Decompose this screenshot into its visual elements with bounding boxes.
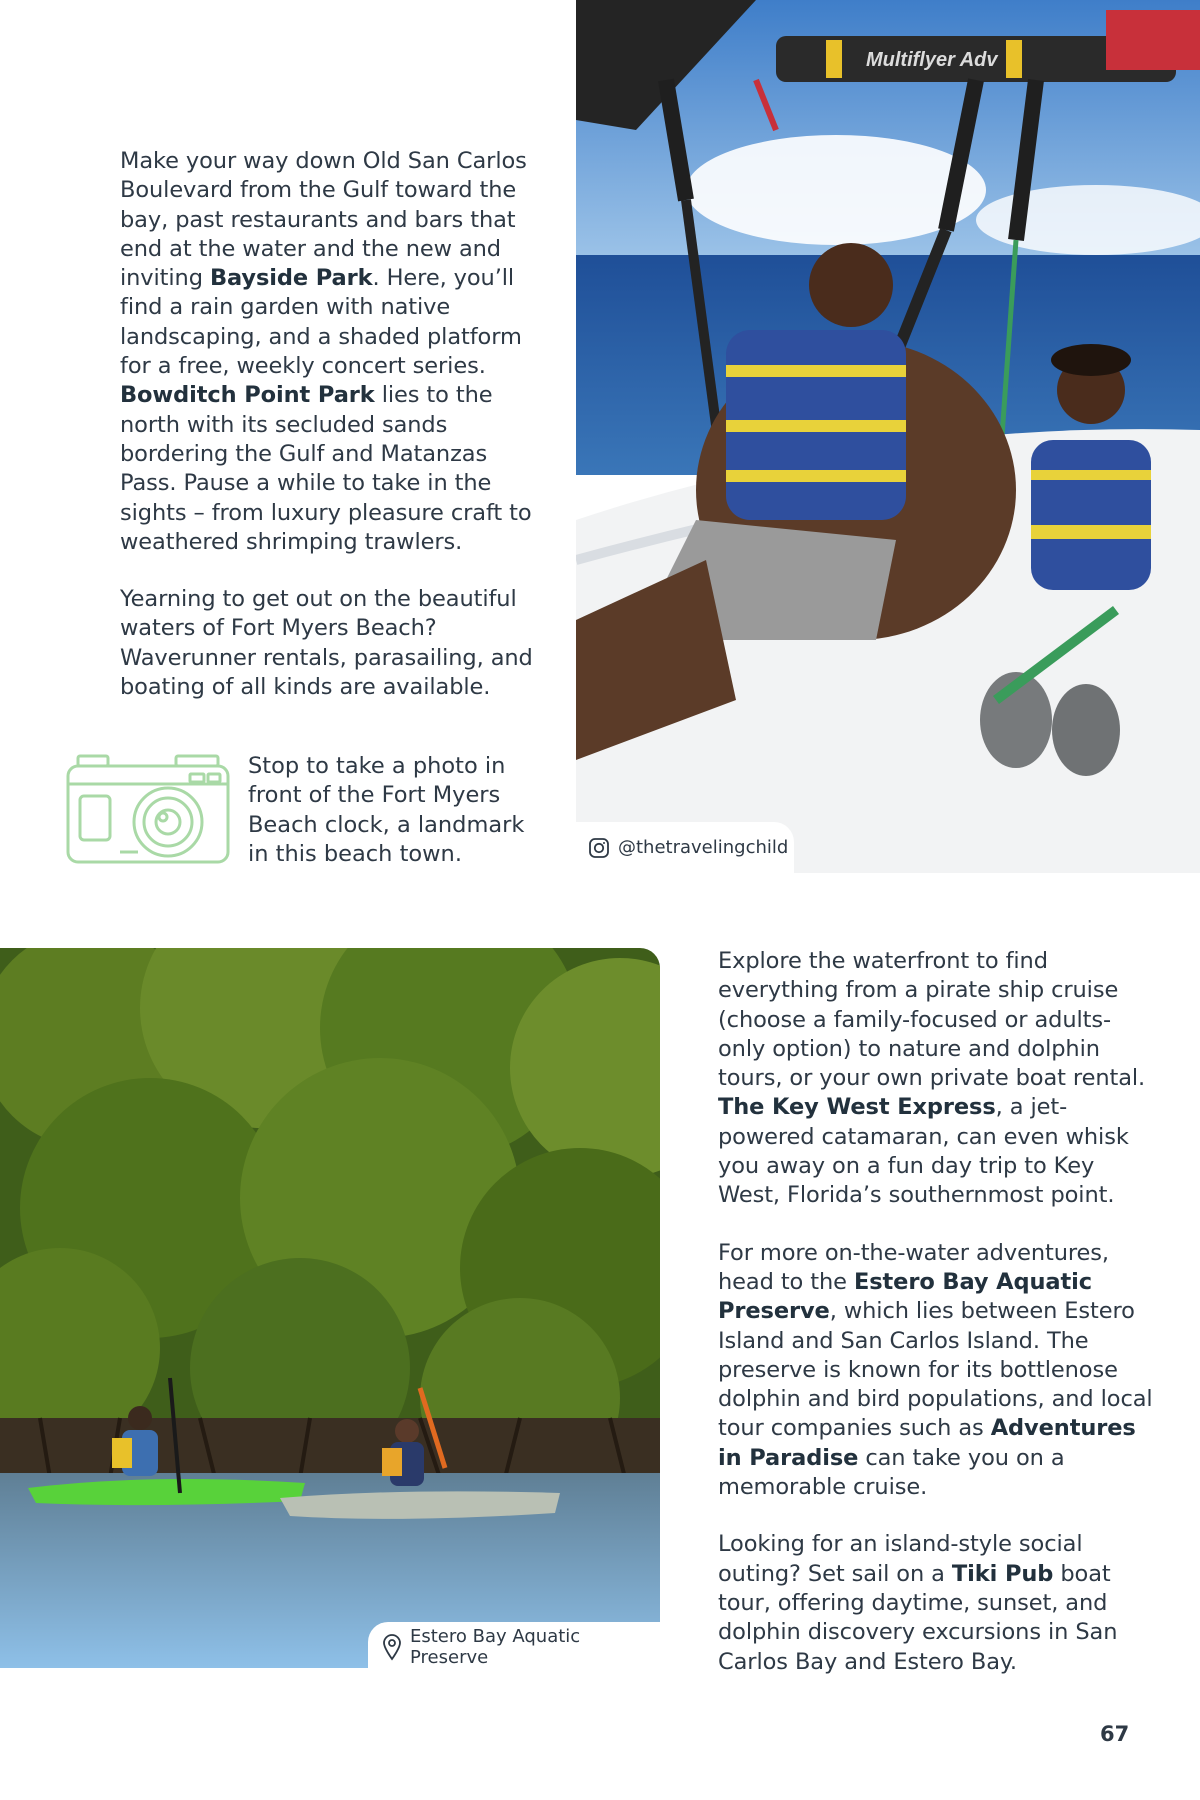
paragraph-bayside — [120, 147, 540, 557]
right-column-text — [718, 947, 1158, 1705]
paragraph-estero-bay — [718, 1239, 1158, 1503]
page-number: 67 — [1100, 1722, 1130, 1746]
paragraph-waterfront — [718, 947, 1158, 1211]
text-run: , a jet-powered catamaran, can even whisk you away on a fun day trip to Key West, Florida’s southernmost point. — [718, 1094, 1129, 1209]
text-run: can take you on a memorable cruise. — [718, 1444, 1065, 1501]
text-run: Explore the waterfront to find everything from a pirate ship cruise (choose a family-focused or adults-only option) to nature and dolphin tours, or your own private boat rental. — [718, 948, 1146, 1092]
text-run: . Here, you’ll find a rain garden with native landscaping, and a shaded platform for a free, weekly concert series. — [120, 265, 522, 380]
parasailing-illustration — [576, 0, 1200, 873]
paragraph-waters: Yearning to get out on the beautiful waters of Fort Myers Beach? Waverunner rentals, parasailing, and boating of all kinds are available. — [120, 586, 533, 701]
kayaking-photo — [0, 948, 660, 1668]
key-west-express-name: The Key West Express — [718, 1094, 996, 1121]
text-run: , which lies between Estero Island and San Carlos Island. The preserve is known for its bottlenose dolphin and bird populations, and local tour companies such as — [718, 1298, 1153, 1442]
text-run: lies to the north with its secluded sands bordering the Gulf and Matanzas Pass. Pause a while to take in the sights – from luxury pleasure craft to weathered shrimping trawlers. — [120, 382, 532, 555]
adventures-in-paradise-name: Adventures in Paradise — [718, 1415, 1136, 1471]
camera-callout-text: Stop to take a photo in front of the Fort Myers Beach clock, a landmark in this beach town. — [248, 753, 525, 867]
bowditch-point-park-name: Bowditch Point Park — [120, 382, 375, 409]
left-column-text — [120, 147, 540, 730]
text-run: Make your way down Old San Carlos Boulevard from the Gulf toward the bay, past restaurants and bars that end at the water and the new and inviting — [120, 148, 527, 292]
photo-location — [368, 1622, 660, 1672]
paragraph-tiki-pub — [718, 1530, 1158, 1676]
bayside-park-name: Bayside Park — [209, 265, 373, 292]
photo-credit — [576, 822, 794, 873]
tiki-pub-name: Tiki Pub — [951, 1560, 1054, 1587]
location-name: Estero Bay Aquatic Preserve — [410, 1626, 581, 1668]
bar-label: Multiflyer Adv — [866, 49, 998, 71]
instagram-icon — [588, 837, 610, 859]
kayaking-illustration — [0, 948, 660, 1668]
map-pin-icon — [382, 1633, 402, 1661]
text-run: boat tour, offering daytime, sunset, and dolphin discovery excursions in San Carlos Bay and Estero Bay. — [718, 1560, 1118, 1675]
text-run: For more on-the-water adventures, head to the — [718, 1239, 1109, 1295]
parasailing-photo — [576, 0, 1200, 873]
text-run: Looking for an island-style social outing? Set sail on a — [718, 1531, 1083, 1587]
instagram-handle: @thetravelingchild — [618, 837, 789, 858]
camera-icon — [64, 752, 232, 866]
estero-bay-preserve-name: Estero Bay Aquatic Preserve — [718, 1268, 1092, 1325]
